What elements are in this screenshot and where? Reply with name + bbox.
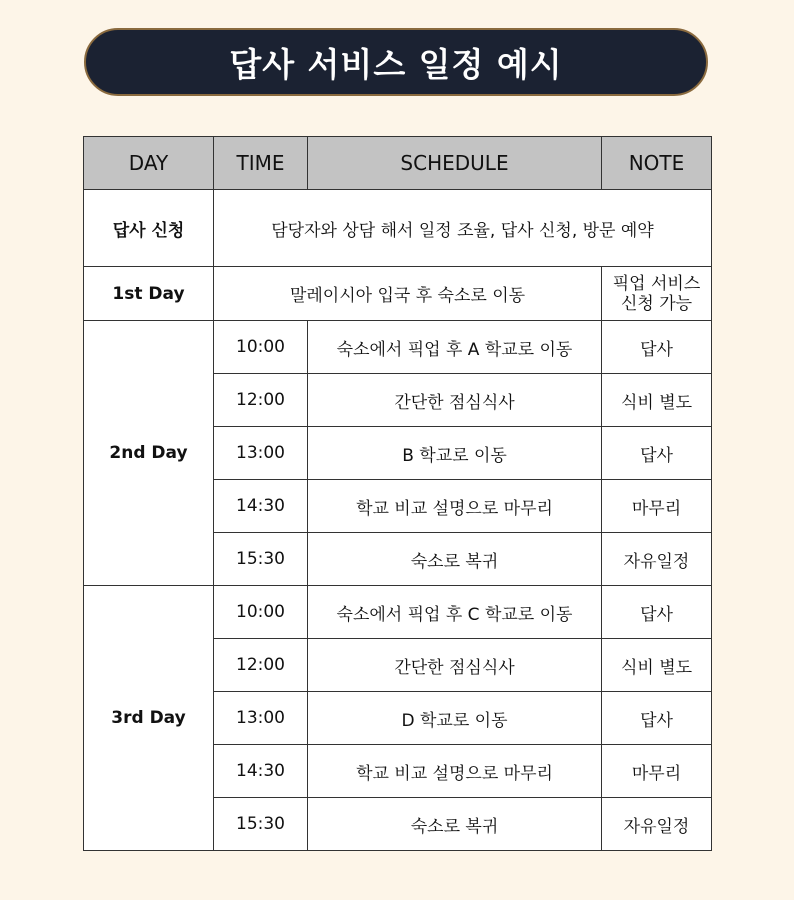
header-schedule: SCHEDULE bbox=[308, 137, 602, 190]
apply-schedule: 담당자와 상담 해서 일정 조율, 답사 신청, 방문 예약 bbox=[214, 190, 712, 267]
day1-note bbox=[602, 267, 712, 321]
day-label-1: 1st Day bbox=[84, 267, 214, 321]
time-cell: 14:30 bbox=[214, 745, 308, 798]
day-label-apply: 답사 신청 bbox=[84, 190, 214, 267]
day1-schedule: 말레이시아 입국 후 숙소로 이동 bbox=[214, 267, 602, 321]
time-cell: 12:00 bbox=[214, 639, 308, 692]
schedule-cell: D 학교로 이동 bbox=[308, 692, 602, 745]
day1-note-line1: 픽업 서비스 bbox=[612, 273, 701, 294]
day-label-2: 2nd Day bbox=[84, 321, 214, 586]
time-cell: 13:00 bbox=[214, 427, 308, 480]
table-row bbox=[84, 586, 712, 639]
note-cell: 자유일정 bbox=[602, 533, 712, 586]
header-time: TIME bbox=[214, 137, 308, 190]
note-cell: 답사 bbox=[602, 427, 712, 480]
time-cell: 15:30 bbox=[214, 533, 308, 586]
note-cell: 답사 bbox=[602, 586, 712, 639]
time-cell: 13:00 bbox=[214, 692, 308, 745]
note-cell: 마무리 bbox=[602, 745, 712, 798]
schedule-cell: 간단한 점심식사 bbox=[308, 374, 602, 427]
page-title: 답사 서비스 일정 예시 bbox=[229, 44, 563, 84]
header-day: DAY bbox=[84, 137, 214, 190]
note-cell: 답사 bbox=[602, 321, 712, 374]
schedule-cell: 숙소로 복귀 bbox=[308, 798, 602, 851]
time-cell: 14:30 bbox=[214, 480, 308, 533]
note-cell: 마무리 bbox=[602, 480, 712, 533]
time-cell: 12:00 bbox=[214, 374, 308, 427]
schedule-table bbox=[83, 136, 712, 851]
note-cell: 식비 별도 bbox=[602, 639, 712, 692]
schedule-cell: 숙소에서 픽업 후 A 학교로 이동 bbox=[308, 321, 602, 374]
day1-note-line2: 신청 가능 bbox=[620, 293, 693, 314]
day-label-3: 3rd Day bbox=[84, 586, 214, 851]
title-banner bbox=[84, 28, 708, 96]
schedule-cell: 숙소에서 픽업 후 C 학교로 이동 bbox=[308, 586, 602, 639]
schedule-cell: 학교 비교 설명으로 마무리 bbox=[308, 745, 602, 798]
time-cell: 10:00 bbox=[214, 586, 308, 639]
schedule-cell: B 학교로 이동 bbox=[308, 427, 602, 480]
schedule-cell: 간단한 점심식사 bbox=[308, 639, 602, 692]
time-cell: 10:00 bbox=[214, 321, 308, 374]
note-cell: 답사 bbox=[602, 692, 712, 745]
schedule-cell: 숙소로 복귀 bbox=[308, 533, 602, 586]
time-cell: 15:30 bbox=[214, 798, 308, 851]
note-cell: 식비 별도 bbox=[602, 374, 712, 427]
header-note: NOTE bbox=[602, 137, 712, 190]
header-row bbox=[84, 137, 712, 190]
table-row-apply bbox=[84, 190, 712, 267]
schedule-cell: 학교 비교 설명으로 마무리 bbox=[308, 480, 602, 533]
table-row-day1 bbox=[84, 267, 712, 321]
note-cell: 자유일정 bbox=[602, 798, 712, 851]
table-row bbox=[84, 321, 712, 374]
